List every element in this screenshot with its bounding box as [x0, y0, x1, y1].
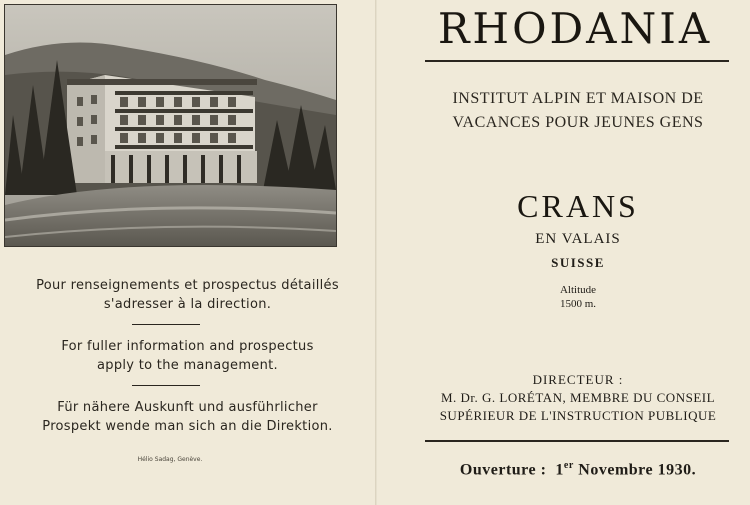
- altitude: [420, 283, 736, 311]
- altitude-value: 1500 m.: [559, 298, 597, 310]
- subtitle-line-2: VACANCES POUR JEUNES GENS: [452, 114, 704, 131]
- director-details: [420, 389, 736, 425]
- building-photo: [4, 4, 337, 247]
- opening-day: 1: [555, 461, 564, 479]
- hotel-building: [67, 75, 257, 183]
- divider: [132, 324, 200, 325]
- center-fold: [375, 0, 377, 505]
- opening-label: Ouverture :: [459, 461, 547, 479]
- french-line-2: s'adresser à la direction.: [103, 297, 272, 312]
- divider: [132, 385, 200, 386]
- english-line-1: For fuller information and prospectus: [61, 339, 314, 354]
- subtitle-line-1: INSTITUT ALPIN ET MAISON DE: [452, 90, 704, 107]
- german-line-1: Für nähere Auskunft und ausführlicher: [57, 400, 318, 415]
- printer-credit: Hélio Sadag, Genève.: [137, 456, 203, 463]
- german-line-2: Prospekt wende man sich an die Direktion.: [42, 419, 333, 434]
- director-line-1: M. Dr. G. LORÉTAN, MEMBRE DU CONSEIL: [440, 390, 716, 405]
- altitude-label: Altitude: [559, 284, 597, 296]
- opening-date: [420, 460, 736, 479]
- canton: EN VALAIS: [535, 231, 621, 247]
- opening-month-year: Novembre 1930.: [578, 461, 697, 479]
- photo-illustration: [5, 5, 336, 246]
- country: SUISSE: [551, 255, 605, 270]
- town-name: CRANS: [517, 188, 639, 224]
- director-heading: DIRECTEUR :: [532, 372, 624, 387]
- opening-day-suffix: er: [563, 460, 574, 471]
- french-line-1: Pour renseignements et prospectus détaillés: [36, 278, 339, 293]
- institute-subtitle: [420, 87, 736, 135]
- english-line-2: apply to the management.: [97, 358, 278, 373]
- english-instructions: [0, 337, 375, 375]
- brand-title: RHODANIA: [437, 4, 713, 53]
- director-line-2: SUPÉRIEUR DE L'INSTRUCTION PUBLIQUE: [439, 408, 717, 423]
- french-instructions: [0, 276, 375, 314]
- german-instructions: [0, 398, 375, 436]
- title-rule: [425, 60, 729, 62]
- footer-rule: [425, 440, 729, 442]
